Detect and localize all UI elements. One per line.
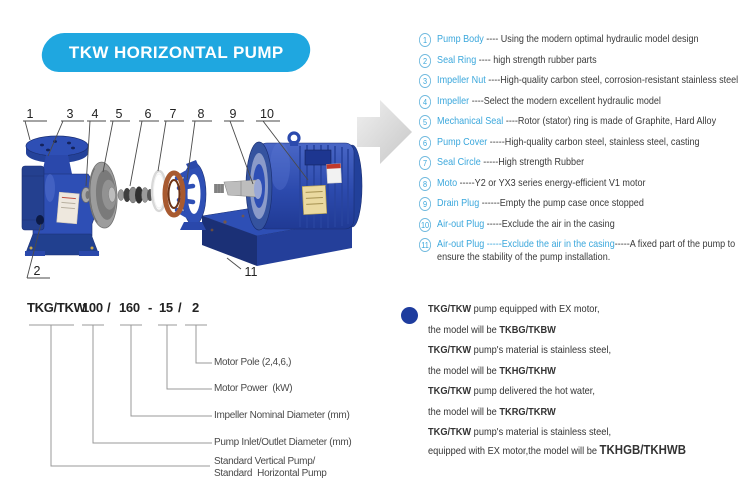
mechanical-seal-illustration (118, 187, 153, 204)
model-code-impeller: 160 (119, 300, 140, 315)
ex-note-line (428, 365, 754, 378)
ex-note-text: the model will be (428, 364, 500, 377)
part-description: -----Exclude the air in the casing (484, 217, 615, 230)
model-code-sep: / (178, 300, 182, 315)
part-description: ----High-quality carbon steel, corrosion-resistant stainless steel (485, 74, 739, 86)
callout-number: 6 (144, 107, 152, 121)
bullet-dot-icon (401, 307, 418, 324)
part-number-badge: 10 (420, 219, 430, 230)
ex-note-model-code: TKRG/TKRW (499, 405, 556, 418)
part-list-item (419, 136, 756, 149)
part-name: Moto (437, 176, 458, 189)
part-list-item (419, 218, 756, 231)
model-code-sep: / (107, 300, 111, 315)
ex-note-text: pump delivered the hot water, (471, 385, 595, 397)
part-list-item (419, 54, 756, 67)
model-label-standard-pump-line2: Standard Horizontal Pump (214, 468, 327, 479)
part-name: Drain Plug (437, 197, 480, 209)
part-list-item (419, 156, 756, 169)
arrow-right-icon (357, 100, 412, 164)
part-number-badge: 9 (419, 197, 431, 211)
part-name: Seal Circle (437, 156, 481, 168)
callout-number: 11 (244, 265, 258, 279)
part-name: Pump Cover (437, 135, 488, 148)
part-list-item (419, 197, 756, 210)
model-label-motor-power: Motor Power (kW) (214, 383, 293, 394)
model-code-connector-lines (20, 318, 340, 478)
callout-number: 2 (33, 264, 41, 278)
callout-number: 4 (91, 107, 99, 121)
part-number-badge: 1 (419, 33, 431, 47)
model-code-series: TKG/TKW (27, 300, 86, 315)
ex-motor-notes (428, 303, 754, 465)
callout-number: 9 (229, 107, 237, 121)
callout-number: 1 (26, 107, 34, 121)
motor-nameplate (302, 185, 326, 214)
ex-note-bold-prefix: TKG/TKW (428, 303, 472, 315)
part-description: ------Empty the pump case once stopped (479, 197, 644, 209)
model-code-power: 15 (159, 300, 173, 315)
model-code-inlet: 100 (82, 300, 103, 315)
callout-number: 3 (66, 107, 74, 121)
motor-label (327, 164, 342, 184)
part-number-badge: 4 (419, 95, 431, 109)
ex-note-line (428, 426, 754, 439)
part-name: Mechanical Seal (437, 115, 504, 127)
part-list-item (419, 95, 756, 108)
ex-note-model-code: TKBG/TKBW (499, 323, 556, 336)
part-description: ----Rotor (stator) ring is made of Graphite, Hard Alloy (503, 115, 717, 127)
part-description: ---- high strength rubber parts (476, 53, 597, 66)
part-number-badge: 3 (419, 74, 431, 88)
part-description: -----Y2 or YX3 series energy-efficient V1 motor (457, 176, 646, 189)
part-list-item (419, 115, 756, 128)
part-name: Impeller (437, 94, 470, 107)
ex-note-text: the model will be (428, 405, 500, 418)
part-number-badge: 5 (419, 115, 431, 129)
callout-number: 10 (260, 107, 274, 121)
part-list-item (419, 177, 756, 190)
ex-note-bold-prefix: TKG/TKW (428, 344, 472, 356)
model-label-standard-pump-line1: Standard Vertical Pump/ (214, 456, 315, 467)
ex-note-text: pump's material is stainless steel, (471, 344, 612, 356)
part-list-item (419, 74, 756, 87)
model-code-pole: 2 (192, 300, 199, 315)
ex-note-bold-prefix: TKG/TKW (428, 385, 472, 397)
part-list-item (419, 33, 756, 46)
part-name: Air-out Plug (437, 217, 485, 230)
ex-note-text: pump equipped with EX motor, (471, 303, 600, 315)
drain-plug-illustration (36, 215, 44, 225)
part-name: Seal Ring (437, 53, 477, 66)
ex-note-line (428, 443, 754, 458)
callout-number: 8 (197, 107, 205, 121)
part-description: -----High-quality carbon steel, stainless steel, casting (487, 135, 700, 148)
part-name: Air-out Plug -----Exclude the air in the casing (437, 238, 615, 250)
part-name: Pump Body (437, 33, 484, 45)
ex-note-line (428, 406, 754, 419)
ex-note-text: the model will be (428, 323, 500, 336)
part-number-badge: 6 (419, 136, 431, 150)
callout-number: 5 (115, 107, 123, 121)
part-description: -----A fixed part of the pump to ensure the stability of the pump installation. (437, 238, 736, 263)
part-description: ----Select the modern excellent hydraulic model (469, 94, 661, 107)
part-number-badge: 2 (419, 54, 431, 68)
callout-number: 7 (169, 107, 177, 121)
ex-note-model-code: TKHG/TKHW (499, 364, 556, 377)
ex-note-text: pump's material is stainless steel, (471, 426, 612, 438)
part-number-badge: 7 (419, 156, 431, 170)
ex-note-line (428, 344, 754, 357)
part-list-item (419, 238, 756, 263)
part-number-badge: 11 (419, 238, 431, 252)
parts-list (419, 33, 739, 271)
ex-note-model-code: TKHGB/TKHWB (599, 441, 686, 457)
ex-note-bold-prefix: TKG/TKW (428, 426, 472, 438)
part-name: Impeller Nut (437, 74, 486, 86)
ex-note-line (428, 385, 754, 398)
pump-cover-illustration (165, 160, 206, 230)
model-label-motor-pole: Motor Pole (2,4,6,) (214, 357, 292, 368)
model-code-sep: - (148, 300, 153, 315)
ex-note-line (428, 324, 754, 337)
model-label-inlet-outlet: Pump Inlet/Outlet Diameter (mm) (214, 437, 352, 448)
pump-exploded-diagram (0, 88, 430, 300)
pump-label (57, 192, 80, 224)
page-title: TKW HORIZONTAL PUMP (68, 42, 284, 62)
ex-note-text: equipped with EX motor,the model will be (428, 444, 600, 457)
part-description: ---- Using the modern optimal hydraulic model design (483, 33, 699, 45)
part-description: -----High strength Rubber (480, 156, 585, 168)
model-label-impeller-diameter: Impeller Nominal Diameter (mm) (214, 410, 350, 421)
title-ribbon (39, 33, 312, 72)
ex-note-line (428, 303, 754, 316)
part-number-badge: 8 (419, 177, 431, 191)
